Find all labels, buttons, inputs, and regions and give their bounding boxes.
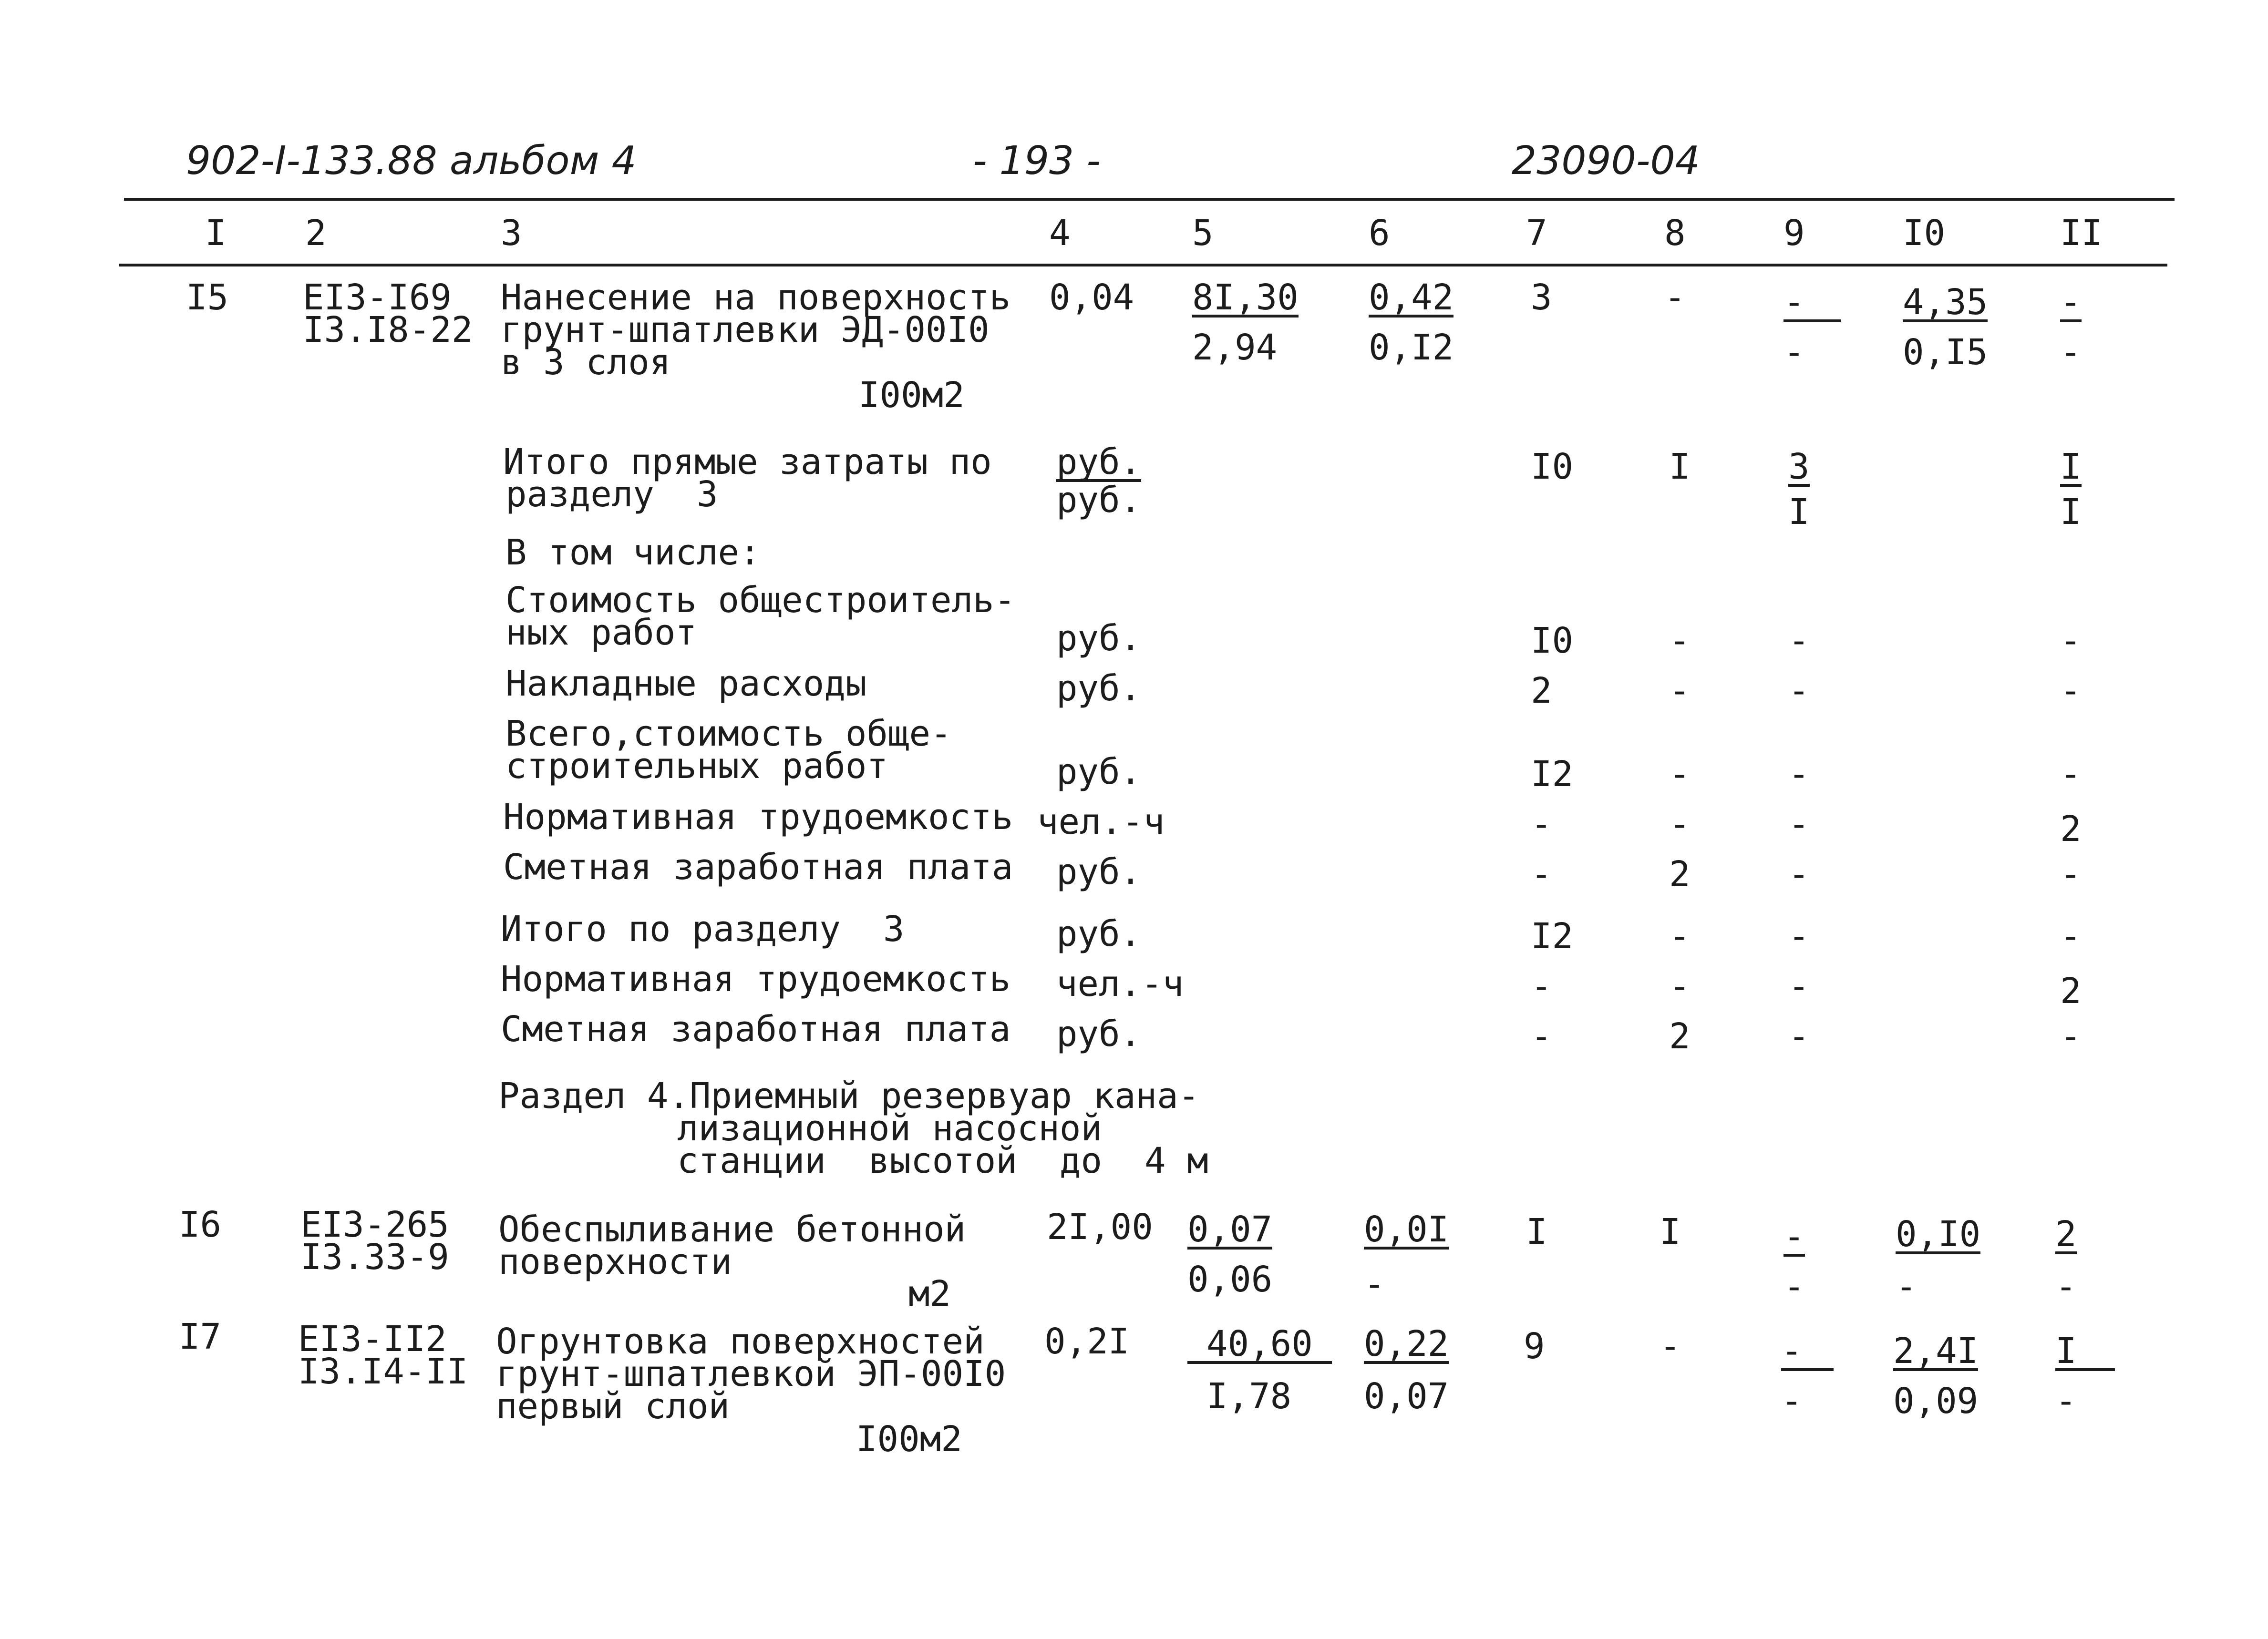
row16-c11-bot: - [2055,1266,2077,1307]
labor2-c7: - [1531,966,1552,1007]
wage2-unit: руб. [1056,1014,1142,1055]
sheet-code: 23090-04 [1512,138,1700,184]
labor1-unit: чел.-ч [1037,801,1165,842]
labor1-c8: - [1669,804,1691,845]
total-direct-c11-bot: I [2060,492,2082,533]
col-header-8: 8 [1664,213,1686,254]
row16-c5-bot: 0,06 [1187,1259,1273,1300]
total-general-c7: I2 [1531,754,1574,795]
total-direct-c11-top: I [2060,446,2082,487]
overhead-c11: - [2060,670,2082,711]
total-section-c8: - [1669,916,1691,957]
wage1-c9: - [1788,854,1810,895]
overhead-unit: руб. [1056,668,1142,709]
row17-code1: EI3-II2 [298,1319,447,1360]
total-section-unit: руб. [1056,913,1142,954]
row16-code2: I3.33-9 [300,1237,449,1278]
row15-c8: - [1664,277,1686,318]
wage1-c8: 2 [1669,854,1691,895]
row16-c9-top: - [1783,1216,1805,1257]
wage2-c8: 2 [1669,1016,1691,1057]
row17-c10-top: 2,4I [1893,1331,1979,1372]
cost-general-c11: - [2060,620,2082,661]
labor1-c11: 2 [2060,809,2082,850]
row16-code1: EI3-265 [300,1204,449,1245]
labor2-c9: - [1788,966,1810,1007]
col-header-6: 6 [1369,213,1390,254]
cost-general-unit: руб. [1056,618,1142,659]
wage2-desc: Сметная заработная плата [501,1009,1011,1050]
section4-line1: Раздел 4.Приемный резервуар кана- [498,1076,1200,1117]
col-header-3: 3 [501,213,522,254]
header-bottom-rule [119,264,2167,266]
row15-c5-top: 8I,30 [1192,277,1299,318]
row16-c10-top: 0,I0 [1896,1214,1981,1255]
row15-desc1: Нанесение на поверхность [501,277,1011,318]
incl-label: В том числе: [505,532,761,573]
col-header-11: II [2060,213,2103,254]
labor1-c7: - [1531,804,1552,845]
col-header-10: I0 [1903,213,1946,254]
total-general-desc2: строительных работ [505,746,888,787]
row17-qty: 0,2I [1044,1321,1130,1362]
row15-c11-top: - [2060,282,2082,323]
wage2-c11: - [2060,1016,2082,1057]
row17-c10-bot: 0,09 [1893,1381,1979,1422]
section4-line3: станции высотой до 4 м [677,1140,1208,1181]
row16-unit: м2 [908,1273,951,1314]
row15-code2: I3.I8-22 [303,309,473,350]
row15-c6-bot: 0,I2 [1369,327,1454,368]
row16-c6-bot: - [1364,1264,1385,1305]
total-general-unit: руб. [1056,751,1142,792]
wage1-c11: - [2060,854,2082,895]
col-header-5: 5 [1192,213,1214,254]
total-direct-c9-bot: I [1788,492,1810,533]
total-general-c8: - [1669,754,1691,795]
col-header-9: 9 [1783,213,1805,254]
row17-desc1: Огрунтовка поверхностей [496,1321,985,1362]
overhead-c8: - [1669,670,1691,711]
row15-c7: 3 [1531,277,1552,318]
labor2-desc: Нормативная трудоемкость [501,959,1011,1000]
row15-c10-bot: 0,I5 [1903,332,1988,373]
labor1-desc: Нормативная трудоемкость [503,797,1013,838]
row16-c6-top: 0,0I [1364,1209,1449,1250]
total-direct-c7: I0 [1531,446,1574,487]
row16-c11-top: 2 [2055,1214,2077,1255]
labor2-c8: - [1669,966,1691,1007]
total-direct-unit-top: руб. [1056,441,1142,482]
col-header-2: 2 [305,213,327,254]
total-general-c9: - [1788,754,1810,795]
total-direct-unit-bot: руб. [1056,480,1142,521]
row15-c5-bot: 2,94 [1192,327,1278,368]
total-section-desc: Итого по разделу 3 [501,909,905,950]
total-general-desc1: Всего,стоимость обще- [505,713,952,754]
overhead-c9: - [1788,670,1810,711]
labor2-unit: чел.-ч [1056,963,1184,1004]
section4-line2: лизационной насосной [677,1108,1103,1149]
row17-c6-top: 0,22 [1364,1323,1449,1364]
row16-c10-bot: - [1896,1266,1917,1307]
total-direct-desc1: Итого прямые затраты по [503,441,992,482]
total-section-c9: - [1788,916,1810,957]
row17-num: I7 [179,1316,222,1357]
total-general-c11: - [2060,754,2082,795]
row16-qty: 2I,00 [1047,1207,1153,1248]
row17-c9-top: - [1781,1335,1834,1371]
cost-general-c9: - [1788,620,1810,661]
cost-general-c7: I0 [1531,620,1574,661]
row15-desc3: в 3 слоя [501,342,671,383]
row16-c5-top: 0,07 [1187,1209,1273,1250]
col-header-1: I [205,213,227,254]
page-number: - 193 - [973,138,1101,184]
row15-unit: I00м2 [858,375,965,416]
row15-c9-bot: - [1783,332,1805,373]
doc-code: 902-I-133.88 альбом 4 [186,138,637,184]
row15-c11-bot: - [2060,332,2082,373]
row15-c6-top: 0,42 [1369,277,1454,318]
total-direct-c9-top: 3 [1788,446,1810,487]
row15-qty: 0,04 [1049,277,1134,318]
wage1-unit: руб. [1056,851,1142,892]
row17-c5-bot: I,78 [1206,1376,1292,1417]
row17-c11-bot: - [2055,1381,2077,1422]
row17-c7: 9 [1524,1326,1545,1367]
col-header-7: 7 [1526,213,1547,254]
overhead-c7: 2 [1531,670,1552,711]
row16-c9-bot: - [1783,1266,1805,1307]
total-direct-desc2: разделу 3 [505,474,718,515]
wage1-c7: - [1531,854,1552,895]
row15-num: I5 [186,277,229,318]
cost-general-desc1: Стоимость общестроитель- [505,580,1016,621]
cost-general-desc2: ных работ [505,612,697,653]
row17-c9-bot: - [1781,1381,1803,1422]
col-header-4: 4 [1049,213,1071,254]
overhead-desc: Накладные расходы [505,663,867,704]
row16-desc1: Обеспыливание бетонной [498,1209,966,1250]
row16-num: I6 [179,1204,222,1245]
wage2-c9: - [1788,1016,1810,1057]
row17-c11-top: I [2055,1335,2115,1371]
row17-c8: - [1660,1326,1681,1367]
wage1-desc: Сметная заработная плата [503,847,1013,888]
total-section-c11: - [2060,916,2082,957]
row17-desc3: первый слой [496,1386,730,1427]
row15-code1: EI3-I69 [303,277,452,318]
row15-c10-top: 4,35 [1903,282,1988,323]
row16-desc2: поверхности [498,1241,732,1282]
wage2-c7: - [1531,1016,1552,1057]
row17-c5-top: 40,60 [1187,1328,1332,1364]
row17-code2: I3.I4-II [298,1351,468,1392]
row15-desc2: грунт-шпатлевки ЭД-00I0 [501,309,990,350]
row16-c8: I [1660,1211,1681,1252]
header-top-rule [124,198,2175,201]
labor1-c9: - [1788,804,1810,845]
row15-c9-top: - [1783,286,1841,322]
row17-unit: I00м2 [856,1419,962,1460]
row16-c7: I [1526,1211,1547,1252]
total-direct-c8: I [1669,446,1691,487]
row17-c6-bot: 0,07 [1364,1376,1449,1417]
total-section-c7: I2 [1531,916,1574,957]
cost-general-c8: - [1669,620,1691,661]
row17-desc2: грунт-шпатлевкой ЭП-00I0 [496,1353,1006,1394]
labor2-c11: 2 [2060,971,2082,1012]
